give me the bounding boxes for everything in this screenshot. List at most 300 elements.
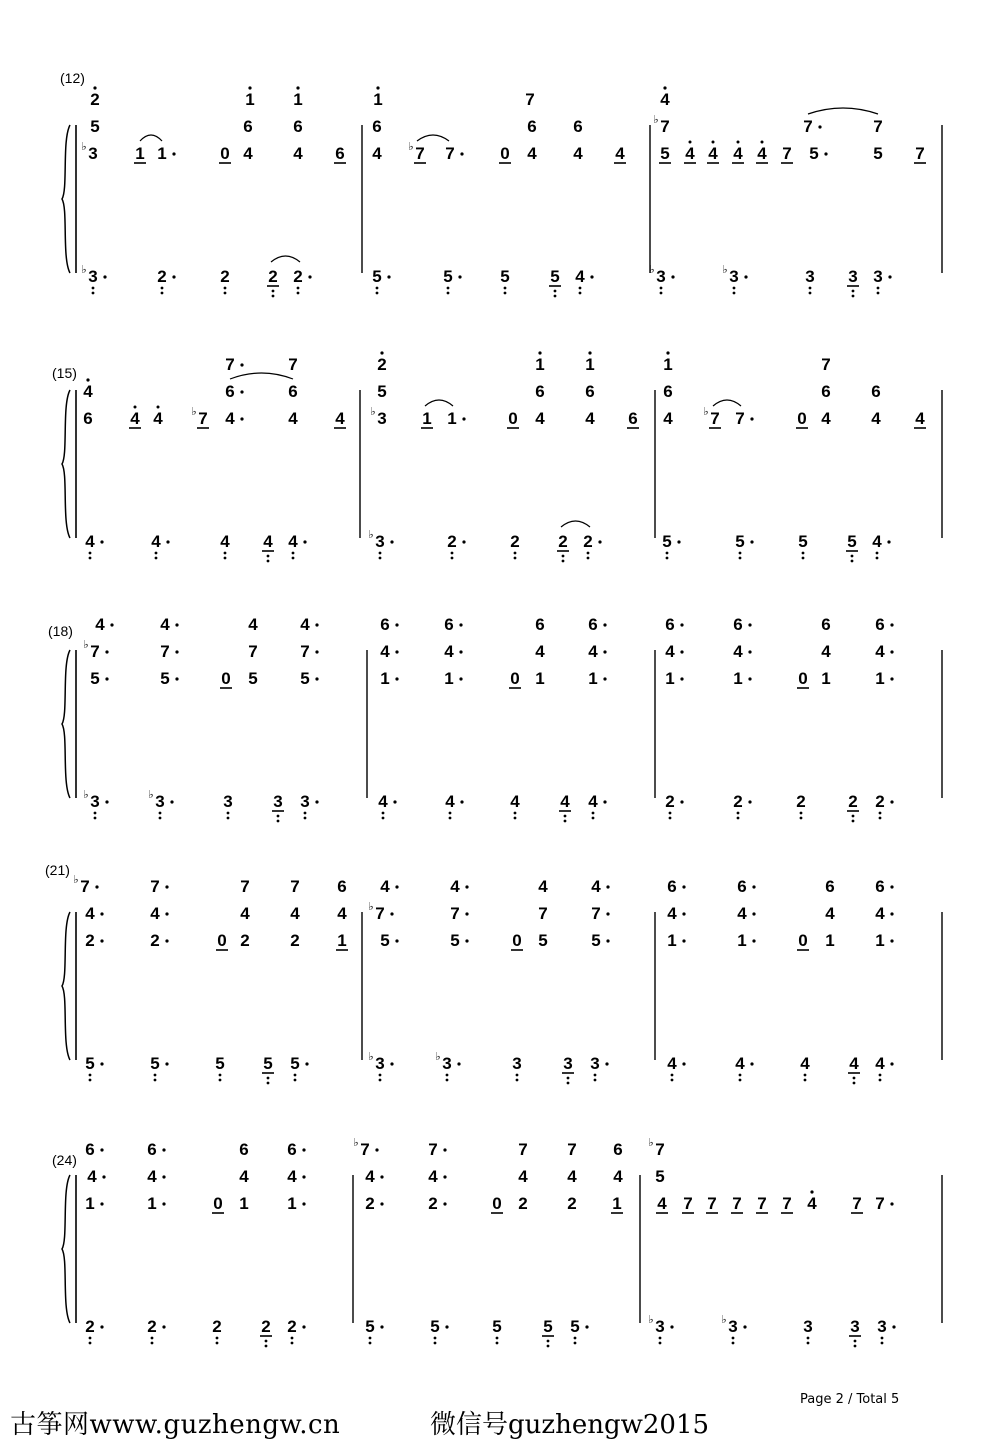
note-digit: 4 — [428, 1167, 438, 1186]
low-octave-dot — [514, 557, 517, 560]
note-digit: 1 — [875, 669, 885, 688]
note-digit: 3 — [873, 267, 883, 286]
tie-slur — [417, 135, 449, 141]
note-digit: 7 — [735, 409, 745, 428]
note-digit: 4 — [567, 1167, 577, 1186]
low-octave-dot — [272, 290, 275, 293]
tie-slur — [713, 400, 741, 406]
low-octave-dot — [660, 287, 663, 290]
low-octave-dot — [382, 817, 385, 820]
low-octave-dot — [877, 287, 880, 290]
low-octave-dot — [879, 1074, 882, 1077]
augmentation-dot — [110, 623, 113, 626]
note-digit: 4 — [87, 1167, 97, 1186]
low-octave-dot — [800, 817, 803, 820]
note-digit: 4 — [821, 642, 831, 661]
note-digit: 4 — [160, 615, 170, 634]
note-digit: 0 — [512, 931, 522, 950]
low-octave-dot — [732, 1337, 735, 1340]
augmentation-dot — [743, 1325, 746, 1328]
low-octave-dot — [804, 1079, 807, 1082]
note-digit: 6 — [293, 117, 303, 136]
augmentation-dot — [603, 623, 606, 626]
augmentation-dot — [175, 650, 178, 653]
flat-sign: ♭ — [353, 1136, 359, 1149]
note-digit: 5 — [500, 267, 510, 286]
note-digit: 0 — [217, 931, 227, 950]
low-octave-dot — [159, 812, 162, 815]
low-octave-dot — [809, 287, 812, 290]
note-digit: 6 — [535, 382, 545, 401]
low-octave-dot — [574, 1342, 577, 1345]
augmentation-dot — [462, 540, 465, 543]
note-digit: 1 — [245, 90, 255, 109]
note-digit: 4 — [825, 904, 835, 923]
low-octave-dot — [434, 1337, 437, 1340]
note-digit: 5 — [873, 144, 883, 163]
note-digit: 7 — [450, 904, 460, 923]
low-octave-dot — [161, 287, 164, 290]
note-digit: 4 — [380, 642, 390, 661]
augmentation-dot — [100, 1062, 103, 1065]
note-digit: 7 — [732, 1194, 742, 1213]
augmentation-dot — [105, 677, 108, 680]
note-digit: 1 — [293, 90, 303, 109]
note-digit: 1 — [733, 669, 743, 688]
augmentation-dot — [750, 417, 753, 420]
augmentation-dot — [890, 885, 893, 888]
low-octave-dot — [265, 1340, 268, 1343]
augmentation-dot — [302, 1325, 305, 1328]
augmentation-dot — [748, 650, 751, 653]
augmentation-dot — [459, 623, 462, 626]
augmentation-dot — [890, 800, 893, 803]
note-digit: 2 — [90, 90, 100, 109]
note-digit: 0 — [510, 669, 520, 688]
note-digit: 2 — [290, 931, 300, 950]
note-digit: 4 — [287, 1167, 297, 1186]
low-octave-dot — [853, 1077, 856, 1080]
low-octave-dot — [592, 812, 595, 815]
low-octave-dot — [379, 557, 382, 560]
note-digit: 4 — [735, 1054, 745, 1073]
note-digit: 7 — [873, 117, 883, 136]
note-digit: 4 — [445, 792, 455, 811]
note-digit: 5 — [248, 669, 258, 688]
augmentation-dot — [100, 1202, 103, 1205]
augmentation-dot — [680, 800, 683, 803]
note-digit: 5 — [365, 1317, 375, 1336]
low-octave-dot — [564, 820, 567, 823]
note-digit: 5 — [300, 669, 310, 688]
note-digit: 7 — [428, 1140, 438, 1159]
note-digit: 7 — [757, 1194, 767, 1213]
augmentation-dot — [303, 540, 306, 543]
augmentation-dot — [585, 1325, 588, 1328]
augmentation-dot — [606, 912, 609, 915]
note-digit: 2 — [287, 1317, 297, 1336]
low-octave-dot — [504, 287, 507, 290]
low-octave-dot — [666, 552, 669, 555]
high-octave-dot — [296, 86, 299, 89]
note-digit: 3 — [512, 1054, 522, 1073]
low-octave-dot — [267, 555, 270, 558]
low-octave-dot — [155, 557, 158, 560]
low-octave-dot — [155, 552, 158, 555]
low-octave-dot — [272, 295, 275, 298]
page-indicator: Page 2 / Total 5 — [800, 1392, 900, 1407]
low-octave-dot — [224, 552, 227, 555]
low-octave-dot — [224, 557, 227, 560]
augmentation-dot — [459, 650, 462, 653]
augmentation-dot — [890, 1062, 893, 1065]
low-octave-dot — [567, 1077, 570, 1080]
note-digit: 4 — [685, 144, 695, 163]
tie-slur — [808, 108, 878, 114]
note-digit: 4 — [151, 532, 161, 551]
note-digit: 6 — [337, 877, 347, 896]
note-digit: 3 — [223, 792, 233, 811]
low-octave-dot — [369, 1342, 372, 1345]
low-octave-dot — [496, 1342, 499, 1345]
note-digit: 4 — [243, 144, 253, 163]
note-digit: 1 — [147, 1194, 157, 1213]
note-digit: 4 — [240, 904, 250, 923]
note-digit: 3 — [375, 1054, 385, 1073]
augmentation-dot — [305, 1062, 308, 1065]
note-digit: 3 — [273, 792, 283, 811]
augmentation-dot — [818, 125, 821, 128]
note-digit: 2 — [558, 532, 568, 551]
note-digit: 1 — [287, 1194, 297, 1213]
low-octave-dot — [807, 1342, 810, 1345]
note-digit: 3 — [88, 267, 98, 286]
note-digit: 1 — [737, 931, 747, 950]
low-octave-dot — [369, 1337, 372, 1340]
note-digit: 0 — [508, 409, 518, 428]
flat-sign: ♭ — [148, 788, 154, 801]
note-digit: 4 — [667, 1054, 677, 1073]
low-octave-dot — [852, 820, 855, 823]
augmentation-dot — [240, 390, 243, 393]
note-digit: 5 — [380, 931, 390, 950]
note-digit: 5 — [90, 117, 100, 136]
score-system — [48, 615, 942, 822]
low-octave-dot — [579, 287, 582, 290]
low-octave-dot — [594, 1079, 597, 1082]
note-digit: 6 — [288, 382, 298, 401]
site-watermark: 古筝网www.guzhengw.cn — [10, 1410, 341, 1440]
note-digit: 4 — [535, 642, 545, 661]
low-octave-dot — [92, 287, 95, 290]
high-octave-dot — [810, 1190, 813, 1193]
low-octave-dot — [504, 292, 507, 295]
note-digit: 7 — [150, 877, 160, 896]
low-octave-dot — [879, 812, 882, 815]
note-digit: 6 — [535, 615, 545, 634]
note-digit: 7 — [915, 144, 925, 163]
augmentation-dot — [682, 939, 685, 942]
note-digit: 6 — [335, 144, 345, 163]
low-octave-dot — [267, 1077, 270, 1080]
augmentation-dot — [175, 677, 178, 680]
note-digit: 1 — [447, 409, 457, 428]
low-octave-dot — [562, 555, 565, 558]
note-digit: 6 — [372, 117, 382, 136]
low-octave-dot — [879, 1079, 882, 1082]
score-system — [52, 351, 942, 562]
low-octave-dot — [852, 815, 855, 818]
note-digit: 3 — [442, 1054, 452, 1073]
low-octave-dot — [554, 295, 557, 298]
note-digit: 1 — [380, 669, 390, 688]
augmentation-dot — [458, 275, 461, 278]
note-digit: 6 — [665, 615, 675, 634]
low-octave-dot — [277, 820, 280, 823]
note-digit: 5 — [430, 1317, 440, 1336]
augmentation-dot — [603, 650, 606, 653]
augmentation-dot — [598, 540, 601, 543]
low-octave-dot — [671, 1074, 674, 1077]
note-digit: 1 — [821, 669, 831, 688]
note-digit: 4 — [95, 615, 105, 634]
high-octave-dot — [666, 351, 669, 354]
low-octave-dot — [547, 1345, 550, 1348]
note-digit: 5 — [443, 267, 453, 286]
augmentation-dot — [752, 939, 755, 942]
low-octave-dot — [449, 812, 452, 815]
note-digit: 3 — [300, 792, 310, 811]
augmentation-dot — [315, 623, 318, 626]
staff-brace — [62, 650, 70, 798]
note-digit: 4 — [150, 904, 160, 923]
note-digit: 1 — [422, 409, 432, 428]
score-system — [60, 70, 942, 297]
note-digit: 7 — [375, 904, 385, 923]
note-digit: 5 — [290, 1054, 300, 1073]
note-digit: 2 — [428, 1194, 438, 1213]
high-octave-dot — [248, 86, 251, 89]
note-digit: 4 — [821, 409, 831, 428]
low-octave-dot — [151, 1337, 154, 1340]
high-octave-dot — [86, 378, 89, 381]
note-digit: 4 — [248, 615, 258, 634]
low-octave-dot — [854, 1345, 857, 1348]
note-digit: 4 — [733, 642, 743, 661]
note-digit: 5 — [660, 144, 670, 163]
low-octave-dot — [446, 1074, 449, 1077]
low-octave-dot — [292, 557, 295, 560]
note-digit: 6 — [663, 382, 673, 401]
augmentation-dot — [606, 939, 609, 942]
low-octave-dot — [161, 292, 164, 295]
low-octave-dot — [449, 817, 452, 820]
note-digit: 7 — [683, 1194, 693, 1213]
note-digit: 6 — [628, 409, 638, 428]
augmentation-dot — [395, 623, 398, 626]
note-digit: 4 — [915, 409, 925, 428]
note-digit: 3 — [728, 1317, 738, 1336]
augmentation-dot — [395, 885, 398, 888]
low-octave-dot — [671, 1079, 674, 1082]
flat-sign: ♭ — [653, 113, 659, 126]
augmentation-dot — [165, 1062, 168, 1065]
low-octave-dot — [451, 552, 454, 555]
note-digit: 7 — [518, 1140, 528, 1159]
note-digit: 6 — [825, 877, 835, 896]
augmentation-dot — [315, 800, 318, 803]
note-digit: 7 — [782, 144, 792, 163]
note-digit: 3 — [877, 1317, 887, 1336]
augmentation-dot — [460, 152, 463, 155]
staccato-mark — [737, 141, 740, 144]
augmentation-dot — [100, 912, 103, 915]
note-digit: 3 — [590, 1054, 600, 1073]
measure-number: (18) — [48, 623, 73, 639]
note-digit: 3 — [803, 1317, 813, 1336]
augmentation-dot — [162, 1202, 165, 1205]
augmentation-dot — [390, 1062, 393, 1065]
note-digit: 4 — [290, 904, 300, 923]
staccato-mark — [689, 141, 692, 144]
augmentation-dot — [162, 1325, 165, 1328]
augmentation-dot — [395, 650, 398, 653]
flat-sign: ♭ — [649, 263, 655, 276]
note-digit: 1 — [337, 931, 347, 950]
measure-number: (12) — [60, 70, 85, 86]
augmentation-dot — [465, 912, 468, 915]
note-digit: 2 — [85, 931, 95, 950]
augmentation-dot — [380, 1202, 383, 1205]
note-digit: 5 — [150, 1054, 160, 1073]
augmentation-dot — [890, 939, 893, 942]
low-octave-dot — [516, 1079, 519, 1082]
high-octave-dot — [588, 351, 591, 354]
note-digit: 0 — [213, 1194, 223, 1213]
flat-sign: ♭ — [435, 1050, 441, 1063]
note-digit: 4 — [147, 1167, 157, 1186]
measure-number: (24) — [52, 1152, 77, 1168]
note-digit: 4 — [737, 904, 747, 923]
note-digit: 1 — [875, 931, 885, 950]
note-digit: 5 — [492, 1317, 502, 1336]
low-octave-dot — [496, 1337, 499, 1340]
low-octave-dot — [297, 287, 300, 290]
augmentation-dot — [380, 1175, 383, 1178]
note-digit: 4 — [733, 144, 743, 163]
note-digit: 4 — [875, 642, 885, 661]
note-digit: 7 — [660, 117, 670, 136]
flat-sign: ♭ — [721, 1313, 727, 1326]
note-digit: 6 — [585, 382, 595, 401]
augmentation-dot — [175, 623, 178, 626]
staff-brace — [62, 390, 70, 538]
note-digit: 4 — [85, 904, 95, 923]
low-octave-dot — [376, 287, 379, 290]
note-digit: 3 — [805, 267, 815, 286]
note-digit: 6 — [380, 615, 390, 634]
note-digit: 0 — [798, 931, 808, 950]
low-octave-dot — [666, 557, 669, 560]
note-digit: 4 — [588, 642, 598, 661]
flat-sign: ♭ — [83, 788, 89, 801]
note-digit: 5 — [847, 532, 857, 551]
staff-brace — [62, 912, 70, 1060]
note-digit: 7 — [360, 1140, 370, 1159]
low-octave-dot — [446, 1079, 449, 1082]
note-digit: 4 — [800, 1054, 810, 1073]
low-octave-dot — [807, 1337, 810, 1340]
note-digit: 2 — [875, 792, 885, 811]
note-digit: 4 — [335, 409, 345, 428]
augmentation-dot — [680, 677, 683, 680]
augmentation-dot — [744, 275, 747, 278]
note-digit: 5 — [655, 1167, 665, 1186]
augmentation-dot — [682, 885, 685, 888]
note-digit: 7 — [90, 642, 100, 661]
note-digit: 4 — [591, 877, 601, 896]
flat-sign: ♭ — [368, 1050, 374, 1063]
note-digit: 4 — [288, 532, 298, 551]
augmentation-dot — [387, 275, 390, 278]
low-octave-dot — [447, 287, 450, 290]
note-digit: 4 — [588, 792, 598, 811]
low-octave-dot — [154, 1079, 157, 1082]
low-octave-dot — [854, 1340, 857, 1343]
note-digit: 0 — [492, 1194, 502, 1213]
augmentation-dot — [302, 1175, 305, 1178]
low-octave-dot — [514, 552, 517, 555]
low-octave-dot — [877, 292, 880, 295]
low-octave-dot — [592, 817, 595, 820]
augmentation-dot — [892, 1325, 895, 1328]
low-octave-dot — [516, 1074, 519, 1077]
low-octave-dot — [219, 1074, 222, 1077]
staccato-mark — [134, 406, 137, 409]
augmentation-dot — [890, 1202, 893, 1205]
low-octave-dot — [514, 812, 517, 815]
augmentation-dot — [165, 939, 168, 942]
note-digit: 2 — [147, 1317, 157, 1336]
note-digit: 3 — [656, 267, 666, 286]
note-digit: 0 — [221, 669, 231, 688]
low-octave-dot — [562, 560, 565, 563]
low-octave-dot — [737, 817, 740, 820]
note-digit: 2 — [268, 267, 278, 286]
note-digit: 7 — [710, 409, 720, 428]
note-digit: 0 — [220, 144, 230, 163]
low-octave-dot — [451, 557, 454, 560]
augmentation-dot — [748, 800, 751, 803]
augmentation-dot — [465, 885, 468, 888]
note-digit: 7 — [875, 1194, 885, 1213]
note-digit: 3 — [375, 532, 385, 551]
augmentation-dot — [308, 275, 311, 278]
augmentation-dot — [390, 912, 393, 915]
augmentation-dot — [395, 677, 398, 680]
flat-sign: ♭ — [83, 638, 89, 651]
augmentation-dot — [102, 1175, 105, 1178]
augmentation-dot — [100, 540, 103, 543]
low-octave-dot — [669, 817, 672, 820]
augmentation-dot — [445, 1325, 448, 1328]
note-digit: 6 — [444, 615, 454, 634]
note-digit: 5 — [263, 1054, 273, 1073]
augmentation-dot — [680, 623, 683, 626]
low-octave-dot — [879, 817, 882, 820]
flat-sign: ♭ — [408, 140, 414, 153]
low-octave-dot — [659, 1337, 662, 1340]
